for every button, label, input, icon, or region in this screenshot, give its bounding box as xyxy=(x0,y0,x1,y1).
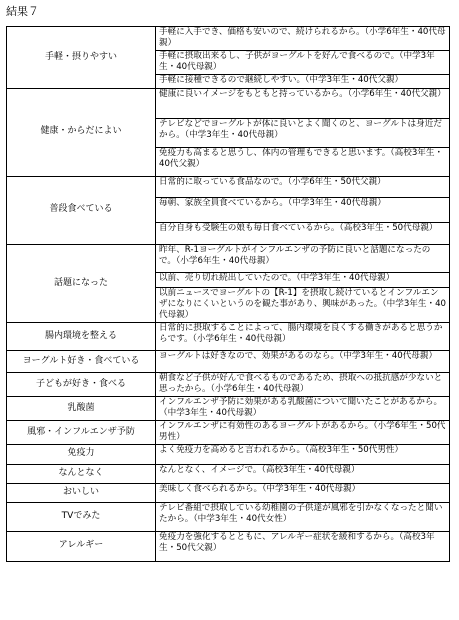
table-row xyxy=(7,88,450,118)
reason-cell: 手軽に接種できるので継続しやすい。（中学3年生・40代父親） xyxy=(156,74,450,88)
table-row xyxy=(7,322,450,350)
reason-cell: 美味しく食べられるから。（中学3年生・40代母親） xyxy=(156,483,450,502)
reason-cell: 以前ニュースでヨーグルトの【R-1】を摂取し続けているとインフルエンザになりにくいというのを観た事があり、興味があった。（中学3年生・40代母親） xyxy=(156,287,450,322)
category-cell: 腸内環境を整える xyxy=(7,322,156,350)
reason-cell: よく免疫力を高めると言われるから。（高校3年生・50代男性） xyxy=(156,444,450,464)
reason-cell: 健康に良いイメージをもともと持っているから。（小学6年生・40代父親） xyxy=(156,88,450,118)
table-row xyxy=(7,444,450,464)
category-cell: ヨーグルト好き・食べている xyxy=(7,350,156,372)
table-row xyxy=(7,176,450,197)
table-row xyxy=(7,531,450,561)
page-title: 結果７ xyxy=(6,5,39,18)
reason-cell: 免疫力も高まると思うし、体内の管理もできると思います。（高校3年生・40代父親） xyxy=(156,147,450,176)
reason-cell: 日常的に取っている食品なので。（小学6年生・50代父親） xyxy=(156,176,450,197)
reason-cell: テレビなどでヨーグルトが体に良いとよく聞くのと、ヨーグルトは身近だから。（中学3年生・40代母親） xyxy=(156,118,450,147)
table-row xyxy=(7,350,450,372)
table-row xyxy=(7,396,450,420)
category-cell: 健康・からだによい xyxy=(7,88,156,176)
reason-cell: ヨーグルトは好きなので、効果があるのなら。（中学3年生・40代母親） xyxy=(156,350,450,372)
reason-cell: 日常的に摂取することによって、腸内環境を良くする働きがあると思うからです。（小学6年生・40代母親） xyxy=(156,322,450,350)
table-row xyxy=(7,483,450,502)
table-row xyxy=(7,244,450,272)
reason-cell: 手軽に入手でき、価格も安いので、続けられるから。（小学6年生・40代母親） xyxy=(156,27,450,51)
category-cell: 子どもが好き・食べる xyxy=(7,372,156,396)
category-cell: 話題になった xyxy=(7,244,156,322)
reason-cell: 毎朝、家族全員食べているから。（中学3年生・40代母親） xyxy=(156,197,450,222)
reason-cell: 以前、売り切れ続出していたので。（中学3年生・40代母親） xyxy=(156,272,450,287)
results-table xyxy=(6,26,450,562)
category-cell: 乳酸菌 xyxy=(7,396,156,420)
table-row xyxy=(7,372,450,396)
reason-cell: 免疫力を強化するとともに、アレルギー症状を緩和するから。（高校3年生・50代父親） xyxy=(156,531,450,561)
table-row xyxy=(7,420,450,444)
category-cell: 風邪・インフルエンザ予防 xyxy=(7,420,156,444)
reason-cell: 朝食など子供が好んで食べるものであるため、摂取への抵抗感が少ないと思ったから。（小学6年生・40代母親） xyxy=(156,372,450,396)
reason-cell: なんとなく、イメージで。（高校3年生・40代母親） xyxy=(156,464,450,483)
category-cell: アレルギー xyxy=(7,531,156,561)
reason-cell: テレビ番組で摂取している幼稚園の子供達が風邪を引かなくなったと聞いたから。（中学3年生・40代女性） xyxy=(156,502,450,531)
category-cell: 免疫力 xyxy=(7,444,156,464)
reason-cell: 自分自身も受験生の娘も毎日食べているから。（高校3年生・50代母親） xyxy=(156,222,450,244)
table-row xyxy=(7,27,450,51)
table-row xyxy=(7,464,450,483)
category-cell: おいしい xyxy=(7,483,156,502)
category-cell: TVでみた xyxy=(7,502,156,531)
category-cell: 手軽・摂りやすい xyxy=(7,27,156,89)
reason-cell: インフルエンザに有効性のあるヨーグルトがあるから。（小学6年生・50代男性） xyxy=(156,420,450,444)
reason-cell: 昨年、R-1ヨーグルトがインフルエンザの予防に良いと話題になったので。（小学6年生・40代母親） xyxy=(156,244,450,272)
table-row xyxy=(7,502,450,531)
reason-cell: 手軽に摂取出来るし、子供がヨーグルトを好んで食べるので。（中学3年生・40代母親） xyxy=(156,50,450,74)
category-cell: なんとなく xyxy=(7,464,156,483)
reason-cell: インフルエンザ予防に効果がある乳酸菌について聞いたことがあるから。（中学3年生・40代母親） xyxy=(156,396,450,420)
category-cell: 普段食べている xyxy=(7,176,156,244)
